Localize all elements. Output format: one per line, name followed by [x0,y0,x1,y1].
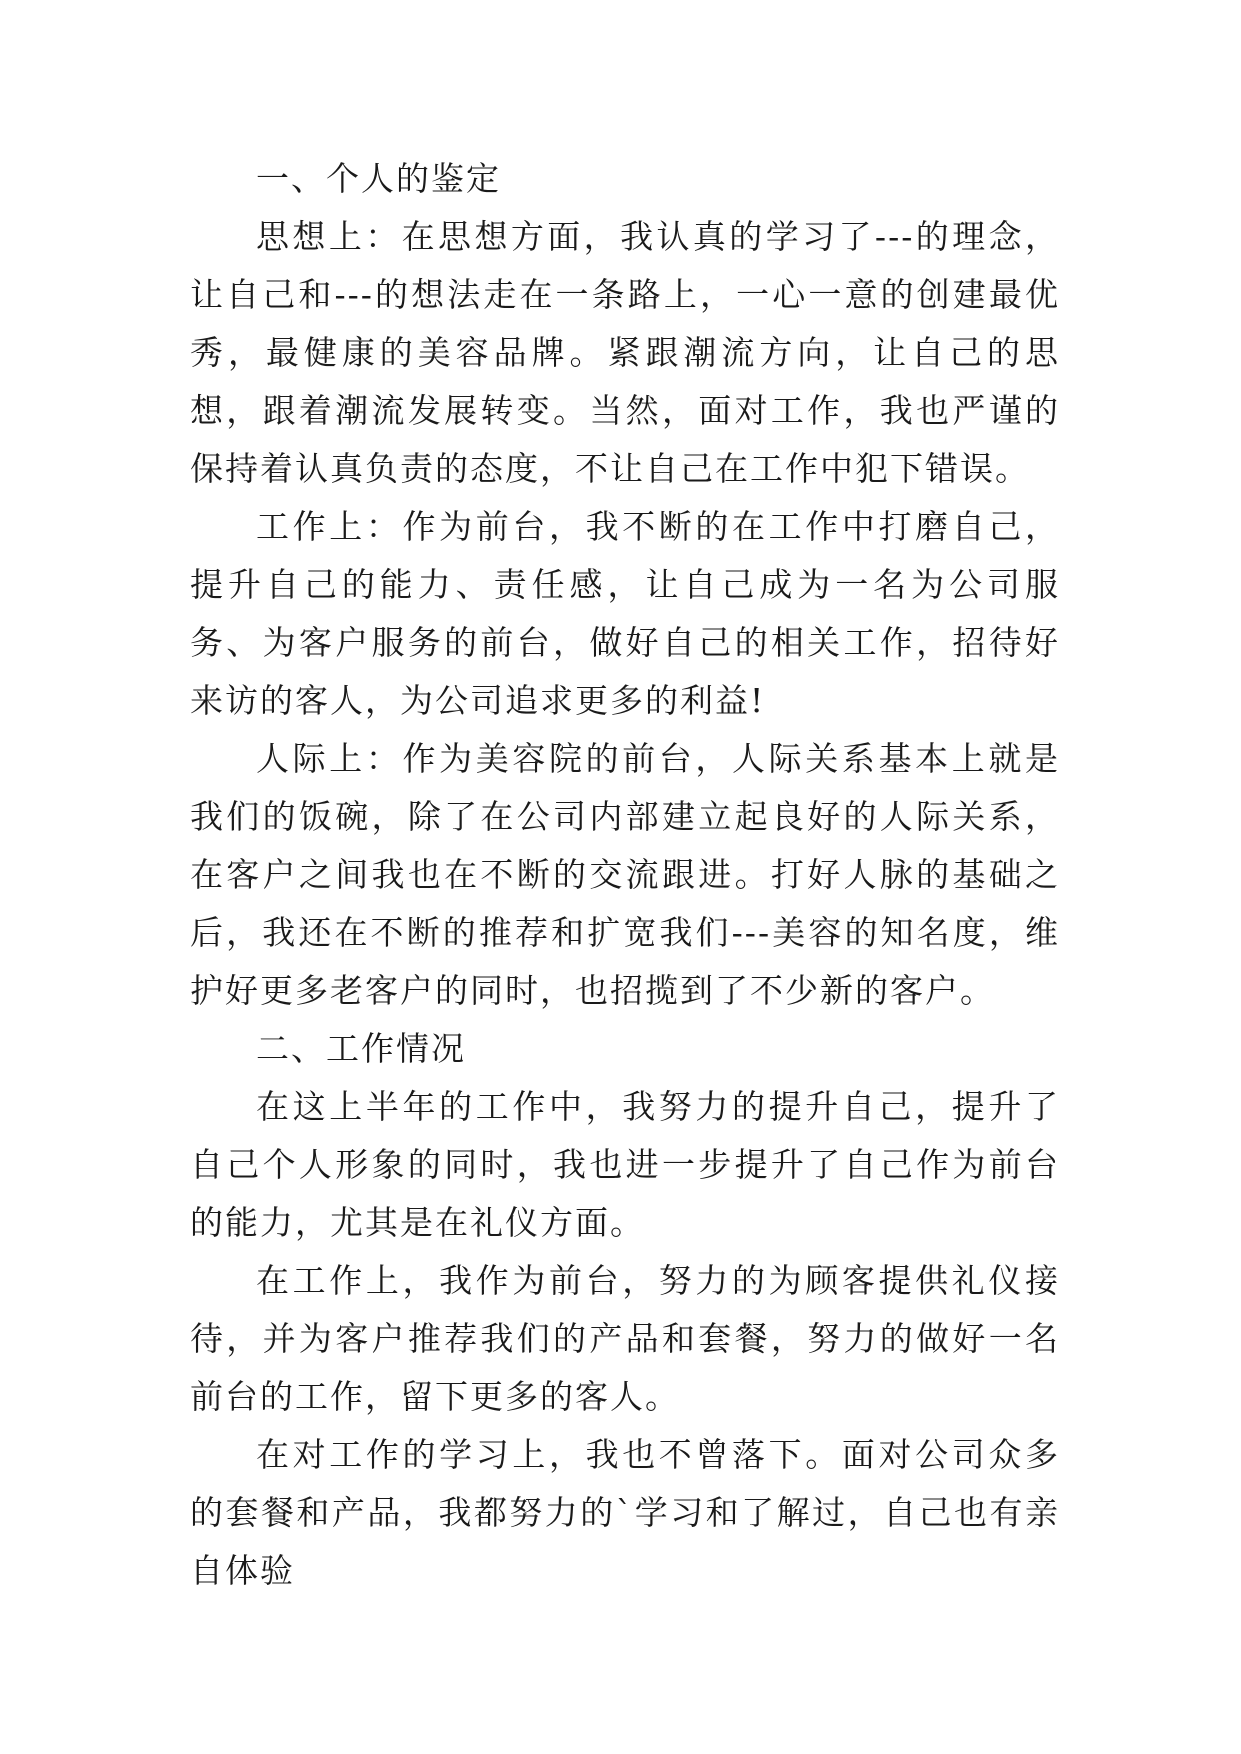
heading-work-situation: 二、工作情况 [256,1029,466,1068]
paragraph-interpersonal: 人际上：作为美容院的前台，人际关系基本上就是我们的饭碗，除了在公司内部建立起良好的人际关系，在客户之间我也在不断的交流跟进。打好人脉的基础之后，我还在不断的推荐和扩宽我们---美容的知名度，维护好更多老客户的同时，也招揽到了不少新的客户。 [190,739,1060,1010]
paragraph-thought: 思想上：在思想方面，我认真的学习了---的理念，让自己和---的想法走在一条路上，一心一意的创建最优秀，最健康的美容品牌。紧跟潮流方向，让自己的思想，跟着潮流发展转变。当然，面对工作，我也严谨的保持着认真负责的态度，不让自己在工作中犯下错误。 [190,217,1060,488]
paragraph-reception-work: 在工作上，我作为前台，努力的为顾客提供礼仪接待，并为客户推荐我们的产品和套餐，努力的做好一名前台的工作，留下更多的客人。 [190,1261,1060,1416]
document-body [190,150,1060,1600]
heading-personal-appraisal: 一、个人的鉴定 [256,159,501,198]
paragraph-learning: 在对工作的学习上，我也不曾落下。面对公司众多的套餐和产品，我都努力的`学习和了解过，自己也有亲自体验 [190,1435,1060,1590]
paragraph-work: 工作上：作为前台，我不断的在工作中打磨自己，提升自己的能力、责任感，让自己成为一名为公司服务、为客户服务的前台，做好自己的相关工作，招待好来访的客人，为公司追求更多的利益! [190,507,1060,720]
paragraph-first-half-year: 在这上半年的工作中，我努力的提升自己，提升了自己个人形象的同时，我也进一步提升了自己作为前台的能力，尤其是在礼仪方面。 [190,1087,1060,1242]
